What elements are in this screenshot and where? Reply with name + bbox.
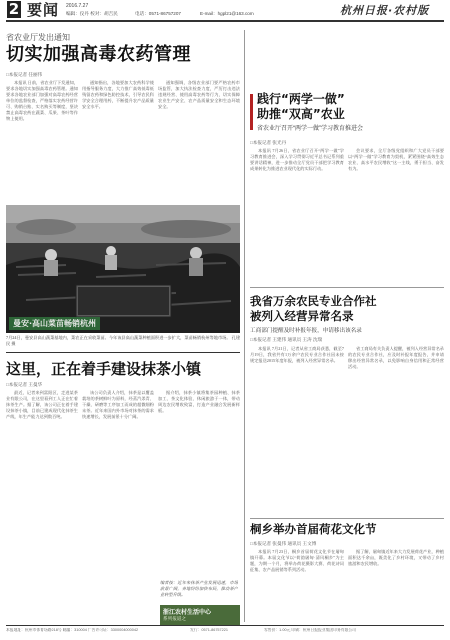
- paper-logo: 杭州日报·农村版: [340, 4, 430, 17]
- lead-body-col2: [82, 80, 154, 205]
- culture-body-col2: [348, 549, 444, 621]
- culture-paragraph: 本报讯 7月23日，桐乡首届荷花文化节在屠甸镇开幕。本届文化节以“荷韵屠甸·清风桐乡”为主题，为期一个月，将举办荷花摄影大赛、荷花诗词征集、农产品展销等系列活动。: [250, 549, 344, 572]
- ad-title: 浙江农村生活中心: [163, 609, 212, 616]
- column-divider: [244, 30, 245, 622]
- feature-body-col1: [6, 390, 78, 620]
- lead-paragraph: 通知指出，各地要加大农药科学使用指导服务力度，大力推广高效低毒低残留农药和绿色防控技术，引导农民科学安全合理用药，不断提升农产品质量安全水平。: [82, 80, 154, 109]
- headline-accent-bar: [250, 94, 253, 130]
- editor-line: 编辑：仪丹 校对：胡吉民: [66, 11, 118, 16]
- lead-paragraph: 通知强调，各级农业部门要严格农药市场监管，加大执法检查力度，严厉打击违法违规经营、使用高毒农药等行为，切实保障农业生产安全、农产品质量安全和生态环境安全。: [158, 80, 240, 109]
- coop-body-col1: [250, 346, 344, 514]
- right-divider-2: [250, 518, 444, 519]
- lead-body-col1: [6, 80, 78, 205]
- section-divider: [6, 352, 240, 353]
- coop-body-col2: [348, 346, 444, 514]
- agri-body-col2: [348, 148, 444, 283]
- feature-body-col2: [82, 390, 154, 620]
- ad-subtitle: 系列报道之: [163, 616, 186, 621]
- section-title: 要闻: [27, 1, 60, 19]
- agri-paragraph: 本报讯 7月26日，省农业厅召开“两学一做”学习教育推进会，深入学习贯彻习近平总书记系列重要讲话精神，进一步推动全厅党员干部把学习教育成果转化为推进农业现代化的实际行动。: [250, 148, 344, 171]
- culture-byline: □本报记者 张曼伟 通讯员 王文博: [250, 541, 317, 546]
- feature-sidebar-note: 编者按：近年来抹茶产业发展迅速，市场前景广阔，各地纷纷加快布局，推动茶产业转型升级。: [160, 580, 238, 597]
- phone-line: 电话：0571-86757207: [135, 11, 181, 16]
- photo-banner: 曼安·高山菜苗畅销杭州: [9, 317, 100, 330]
- culture-body-col1: [250, 549, 344, 621]
- lead-headline: 切实加强高毒农药管理: [6, 44, 191, 65]
- agri-byline: □本报记者 张光丹: [250, 140, 287, 145]
- agri-headline-2: 助推“双高”农业: [257, 107, 345, 121]
- footer-middle: 发行：0571-86757221: [190, 628, 228, 632]
- footer-rule: [6, 625, 444, 626]
- feature-byline: □本报记者 王曼华: [6, 382, 43, 387]
- footer-right: 零售价：1.00元 印刷：杭州日报报业集团印务有限公司: [264, 628, 356, 632]
- issue-date: 2016.7.27: [66, 3, 89, 9]
- masthead-rule: [6, 20, 444, 22]
- email-line: E-mail：hgpl21@163.com: [200, 11, 254, 16]
- footer-left: 本报地址：杭州市体育场路218号 邮编：310004 广告许可证：3300004000042: [6, 628, 139, 632]
- lead-kicker: 省农业厅发出通知: [6, 33, 70, 42]
- coop-headline-1: 我省万余农民专业合作社: [250, 294, 377, 308]
- feature-body-col3: [158, 390, 240, 580]
- photo-caption: 7月24日，曼安县高山蔬菜基地内，菜农正在采收菜苗。今年该县高山蔬菜种植面积进一步扩大，菜苗畅销杭州等地市场。 孔建民 摄: [6, 335, 240, 346]
- vegetable-seedlings-image: [6, 205, 240, 333]
- page-number: 2: [8, 0, 20, 18]
- coop-byline: □本报记者 王建伟 通讯员 王涛 沈瑞: [250, 337, 323, 342]
- agri-headline-box: [250, 92, 444, 134]
- lead-byline: □本报记者 任丽伟: [6, 72, 43, 77]
- culture-paragraph: 据了解，屠甸镇近年来大力发展荷花产业，种植面积达千余亩，既美化了乡村环境，又带动了乡村旅游和农民增收。: [348, 549, 444, 566]
- coop-paragraph: 省工商局有关负责人提醒，被列入经营异常名录的农民专业合作社，应及时补报年度报告，并申请移出经营异常名录，以免影响自身信用和正常经营活动。: [348, 346, 444, 369]
- coop-headline-2: 被列入经营异常名录: [250, 309, 354, 323]
- agri-paragraph: 会议要求，全厅各级党组织和广大党员干部要以“两学一做”学习教育为契机，紧紧围绕“高效生态农业、高水平农民增收”这一主线，勇于担当、奋发有为。: [348, 148, 444, 171]
- coop-paragraph: 本报讯 7月21日，记者从省工商局获悉，截至7月19日，我省共有1万余户农民专业合作社因未按规定报送2015年度年报，被列入经营异常名录。: [250, 346, 344, 363]
- coop-subheadline: 工商部门提醒及时补报年报，申请移出该名录: [250, 328, 362, 334]
- lead-body-col3: [158, 80, 240, 205]
- lead-paragraph: 本报讯 日前，省农业厅下发通知，要求各地切实加强高毒农药管理。通知要求各地农业部门加强对高毒农药经营单位的监督检查，严格落实农药经营许可、购销台账、实名购买等制度，坚决禁止高毒农药在蔬菜、瓜果、茶叶等作物上使用。: [6, 80, 78, 121]
- ad-strip: [160, 605, 240, 625]
- lead-photo: [6, 205, 240, 333]
- agri-body-col1: [250, 148, 344, 283]
- agri-subheadline: 省农业厅召开“两学一做”学习教育推进会: [257, 126, 363, 132]
- culture-headline: 桐乡举办首届荷花文化节: [250, 522, 377, 536]
- right-divider-1: [250, 287, 444, 288]
- feature-paragraph: 据介绍，抹茶小镇将集茶园种植、抹茶加工、茶文化体验、休闲旅游于一体，带动周边农民增收致富，打造产业融合发展新样板。: [158, 390, 240, 413]
- feature-headline: 这里，正在着手建设抹茶小镇: [6, 360, 202, 378]
- feature-paragraph: 该公司负责人介绍，抹茶是以覆盖栽培的茶树鲜叶为原料，经蒸汽杀青、干燥、研磨等工序加工而成的超微细粉末茶。近年来国内外市场对抹茶的需求快速增长，发展前景十分广阔。: [82, 390, 154, 419]
- agri-headline-1: 践行“两学一做”: [257, 92, 345, 106]
- feature-paragraph: 最近，记者来到富阳区，走进某茶业有限公司，在这里看到工人正在忙着抹茶生产。据了解，该公司正在着手建设抹茶小镇，目前已建成现代化抹茶生产线，年生产能力达到数百吨。: [6, 390, 78, 419]
